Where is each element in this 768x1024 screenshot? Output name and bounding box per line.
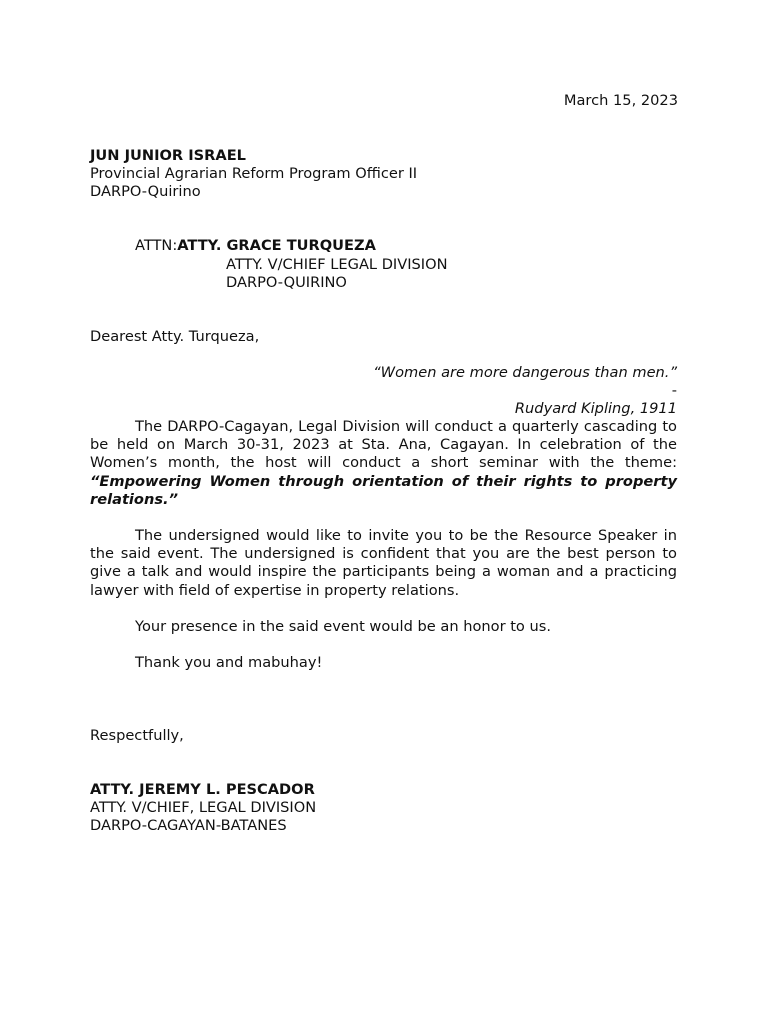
- recipient-name: JUN JUNIOR ISRAEL: [90, 147, 246, 164]
- salutation: Dearest Atty. Turqueza,: [90, 328, 260, 345]
- attention-office: DARPO-QUIRINO: [226, 274, 347, 292]
- attention-details: [226, 256, 448, 292]
- closing: Respectfully,: [90, 727, 184, 744]
- attention-line: [135, 237, 376, 255]
- recipient-position: Provincial Agrarian Reform Program Officer II: [90, 165, 418, 183]
- recipient-office: DARPO-Quirino: [90, 183, 201, 201]
- attention-prefix: ATTN:: [135, 237, 178, 254]
- quote-text: “Women are more dangerous than men.”: [373, 364, 677, 381]
- recipient-block: [90, 147, 417, 202]
- letter-date: March 15, 2023: [563, 92, 678, 109]
- body-paragraph-4: Thank you and mabuhay!: [135, 654, 323, 671]
- signatory-position: ATTY. V/CHIEF, LEGAL DIVISION: [90, 799, 317, 817]
- signatory-name: ATTY. JEREMY L. PESCADOR: [90, 781, 315, 798]
- quote-attribution-line: [90, 382, 677, 418]
- signatory-block: [90, 781, 316, 836]
- attention-name: ATTY. GRACE TURQUEZA: [177, 237, 376, 254]
- epigraph-quote: [90, 364, 677, 419]
- body-paragraph-3: Your presence in the said event would be an honor to us.: [135, 618, 551, 635]
- seminar-theme: “Empowering Women through orientation of their rights to property relations.”: [90, 472, 677, 508]
- signatory-office: DARPO-CAGAYAN-BATANES: [90, 817, 287, 835]
- attention-position: ATTY. V/CHIEF LEGAL DIVISION: [226, 256, 448, 273]
- quote-attribution: Rudyard Kipling, 1911: [514, 400, 677, 418]
- body-paragraph-1: [90, 418, 677, 509]
- paragraph-1-text: The DARPO-Cagayan, Legal Division will conduct a quarterly cascading to be held on March 30-31, 2023 at Sta. Ana, Cagayan. In celebration of the Women’s month, the host will conduct a short seminar with the theme:: [90, 418, 677, 472]
- body-paragraph-2: The undersigned would like to invite you to be the Resource Speaker in the said event. The undersigned is confident that you are the best person to give a talk and would inspire the participants being a woman and a practicing lawyer with field of expertise in property relations.: [90, 527, 677, 599]
- quote-attribution-dash: -: [671, 382, 677, 400]
